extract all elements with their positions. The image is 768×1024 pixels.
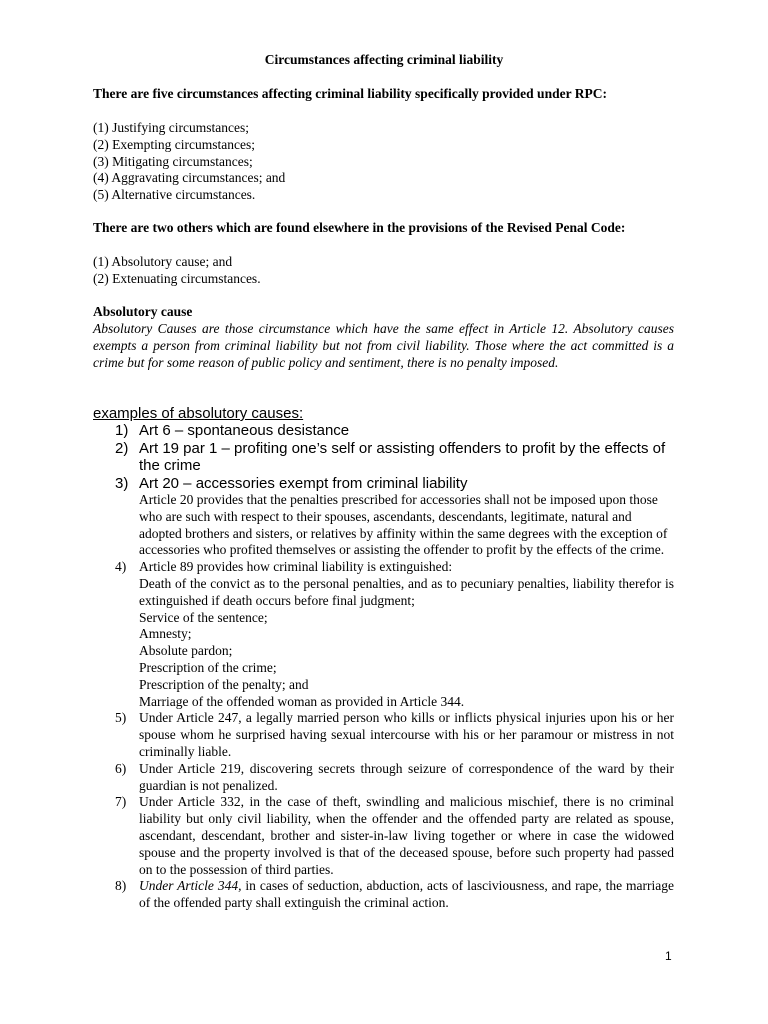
item-text: Under Article 247, a legally married person who kills or inflicts physical injuries upon his or her spouse whom he surprised having sexual intercourse with his or her paramour or mistress in not criminally liable. bbox=[139, 710, 674, 759]
item-line: Amnesty; bbox=[139, 626, 192, 642]
item-text: in cases of seduction, abduction, acts of lasciviousness, and rape, the marriage of the offended party shall extinguish the criminal action. bbox=[139, 878, 674, 911]
item-line: Service of the sentence; bbox=[139, 609, 268, 625]
item-text: Under Article 332, in the case of theft, swindling and malicious mischief, there is no criminal liability but only civil liability, when the offender and the offended party are related as spouse, ascendant, descendant, brother and sister-in-law living together or where in case the widowed spouse and the property involved is that of the deceased spouse, before such property had passed on to the possession of third parties. bbox=[139, 794, 674, 877]
list-item bbox=[93, 440, 674, 475]
item-detail: Article 20 provides that the penalties prescribed for accessories shall not be imposed upon those who are such with respect to their spouses, ascendants, descendants, legitimate, natural and adopted brothers and sisters, or relatives by affinity within the same degrees with the exception of accessories who profited themselves or assisting the offender to profit by the effects of the crime. bbox=[139, 492, 668, 558]
absolutory-heading: Absolutory cause bbox=[93, 304, 193, 319]
list-item bbox=[93, 559, 674, 710]
list-item bbox=[93, 475, 674, 560]
section2-list bbox=[93, 254, 674, 288]
item-text: Art 20 – accessories exempt from criminal liability bbox=[139, 474, 468, 492]
item-number: 6) bbox=[115, 760, 127, 776]
item-line: Prescription of the crime; bbox=[139, 659, 277, 675]
examples-heading: examples of absolutory causes: bbox=[93, 405, 304, 422]
item-number: 1) bbox=[115, 422, 129, 439]
item-line: Marriage of the offended woman as provided in Article 344. bbox=[139, 693, 465, 709]
item-number: 5) bbox=[115, 710, 127, 726]
item-italic-prefix: Under Article 344, bbox=[139, 878, 242, 894]
item-text: Under Article 219, discovering secrets through seizure of correspondence of the ward by their guardian is not penalized. bbox=[139, 760, 674, 793]
list-item bbox=[93, 422, 674, 440]
page-title: Circumstances affecting criminal liability bbox=[264, 52, 504, 67]
item-text: Art 19 par 1 – profiting one’s self or assisting offenders to profit by the effects of the crime bbox=[139, 439, 666, 474]
list-item: (1) Absolutory cause; and bbox=[93, 254, 233, 269]
item-number: 8) bbox=[115, 878, 127, 894]
section1-list bbox=[93, 120, 674, 204]
list-item: (2) Extenuating circumstances. bbox=[93, 270, 261, 286]
list-item bbox=[93, 761, 674, 795]
absolutory-text: Absolutory Causes are those circumstance which have the same effect in Article 12. Absolutory causes exempts a person from criminal liability but not from civil liability. Those where the act committed is a crime but for some reason of public policy and sentiment, there is no penalty imposed. bbox=[93, 321, 674, 370]
item-text: Art 6 – spontaneous desistance bbox=[139, 422, 350, 439]
item-number: 4) bbox=[115, 559, 127, 575]
item-number: 7) bbox=[115, 794, 127, 810]
item-line: Absolute pardon; bbox=[139, 643, 233, 659]
item-number: 3) bbox=[115, 474, 129, 492]
examples-list bbox=[93, 422, 674, 912]
list-item bbox=[93, 878, 674, 912]
list-item: (3) Mitigating circumstances; bbox=[93, 153, 253, 169]
section2-heading: There are two others which are found elsewhere in the provisions of the Revised Penal Code: bbox=[93, 220, 626, 235]
section1-heading: There are five circumstances affecting criminal liability specifically provided under RPC: bbox=[93, 86, 607, 101]
list-item: (5) Alternative circumstances. bbox=[93, 187, 256, 203]
item-line: Prescription of the penalty; and bbox=[139, 676, 309, 692]
item-line: Death of the convict as to the personal penalties, and as to pecuniary penalties, liability therefor is extinguished if death occurs before final judgment; bbox=[139, 575, 674, 608]
list-item: (2) Exempting circumstances; bbox=[93, 136, 255, 152]
list-item bbox=[93, 710, 674, 760]
list-item: (1) Justifying circumstances; bbox=[93, 120, 249, 135]
list-item: (4) Aggravating circumstances; and bbox=[93, 170, 286, 186]
list-item bbox=[93, 794, 674, 878]
item-number: 2) bbox=[115, 439, 129, 457]
page-number: 1 bbox=[665, 949, 672, 963]
item-text: Article 89 provides how criminal liability is extinguished: bbox=[139, 559, 453, 575]
